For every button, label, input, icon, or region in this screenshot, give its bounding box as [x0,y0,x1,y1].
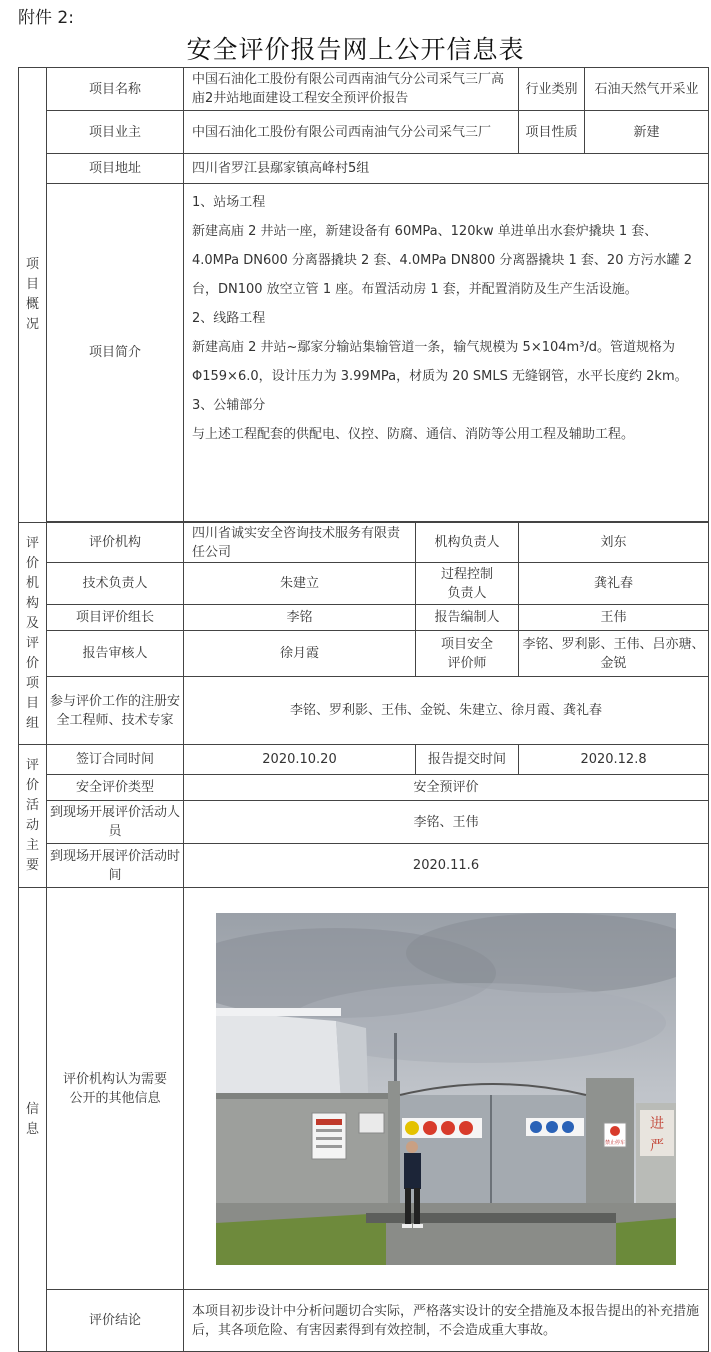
submit-time-label: 报告提交时间 [416,745,519,775]
industry-label: 行业类别 [519,68,585,111]
eval-type-value: 安全预评价 [184,775,709,801]
section-info: 信息 [19,888,47,1352]
contract-time-label: 签订合同时间 [47,745,184,775]
process-head-label: 过程控制负责人 [416,563,519,605]
site-staff-label: 到现场开展评价活动人员 [47,801,184,844]
nature-label: 项目性质 [519,111,585,154]
section-overview: 项目概况 [19,68,47,523]
participants-value: 李铭、罗利影、王伟、金锐、朱建立、徐月霞、龚礼春 [184,677,709,745]
team-leader-label: 项目评价组长 [47,605,184,631]
report-author-value: 王伟 [519,605,709,631]
eval-org-label: 评价机构 [47,523,184,563]
gate-sign-char-2: 严 [650,1137,665,1154]
contract-time-value: 2020.10.20 [184,745,416,775]
site-time-value: 2020.11.6 [184,844,709,888]
intro-content [184,184,709,522]
project-name: 中国石油化工股份有限公司西南油气分公司采气三厂高庙2井站地面建设工程安全预评价报告 [184,68,519,111]
safety-evaluators-label: 项目安全评价师 [416,631,519,677]
site-photo-cell [184,888,709,1290]
intro-paragraph-3: 与上述工程配套的供配电、仪控、防腐、通信、消防等公用工程及辅助工程。 [192,427,635,442]
submit-time-value: 2020.12.8 [519,745,709,775]
owner-label: 项目业主 [47,111,184,154]
address-label: 项目地址 [47,154,184,184]
tech-head-value: 朱建立 [184,563,416,605]
site-staff-value: 李铭、王伟 [184,801,709,844]
info-table [18,67,709,1352]
safety-evaluators-value: 李铭、罗利影、王伟、吕亦瑭、金锐 [519,631,709,677]
team-leader-value: 李铭 [184,605,416,631]
conclusion-label: 评价结论 [47,1290,184,1352]
section-activity: 评价活动主要 [19,745,47,888]
org-head-label: 机构负责人 [416,523,519,563]
industry-value: 石油天然气开采业 [585,68,709,111]
project-name-label: 项目名称 [47,68,184,111]
other-info-label: 评价机构认为需要公开的其他信息 [47,888,184,1290]
site-photo [216,913,676,1265]
section-org: 评价机构及评价项目组 [19,523,47,745]
org-head-value: 刘东 [519,523,709,563]
page-title: 安全评价报告网上公开信息表 [186,35,525,64]
gate-sign-char-1: 进 [650,1115,665,1132]
intro-label: 项目简介 [47,184,184,522]
eval-type-label: 安全评价类型 [47,775,184,801]
process-head-value: 龚礼春 [519,563,709,605]
site-time-label: 到现场开展评价活动时间 [47,844,184,888]
report-author-label: 报告编制人 [416,605,519,631]
eval-org-value: 四川省诚实安全咨询技术服务有限责任公司 [184,523,416,563]
intro-heading-3: 3、公辅部分 [192,398,266,413]
no-parking-sign: 禁止停车 [605,1139,626,1146]
reviewer-label: 报告审核人 [47,631,184,677]
tech-head-label: 技术负责人 [47,563,184,605]
intro-heading-2: 2、线路工程 [192,311,266,326]
reviewer-value: 徐月霞 [184,631,416,677]
intro-paragraph-2: 新建高庙 2 井站~鄢家分输站集输管道一条，输气规模为 5×104m³/d。管道规格为Φ159×6.0，设计压力为 3.99MPa，材质为 20 SMLS 无缝钢管，水平长度约 2km。 [192,340,688,384]
intro-heading-1: 1、站场工程 [192,195,266,210]
nature-value: 新建 [585,111,709,154]
address-value: 四川省罗江县鄢家镇高峰村5组 [184,154,709,184]
attachment-label: 附件 2: [18,8,74,28]
owner-value: 中国石油化工股份有限公司西南油气分公司采气三厂 [184,111,519,154]
intro-paragraph-1: 新建高庙 2 井站一座，新建设备有 60MPa、120kw 单进单出水套炉撬块 1 套、4.0MPa DN600 分离器撬块 2 套、4.0MPa DN800 分离器撬块 1 套、20 方污水罐 2 台，DN100 放空立管 1 座。布置活动房 1 套，并配置消防及生产生活设施。 [192,224,692,297]
conclusion-value: 本项目初步设计中分析问题切合实际，严格落实设计的安全措施及本报告提出的补充措施后，其各项危险、有害因素得到有效控制，不会造成重大事故。 [184,1290,709,1352]
participants-label: 参与评价工作的注册安全工程师、技术专家 [47,677,184,745]
